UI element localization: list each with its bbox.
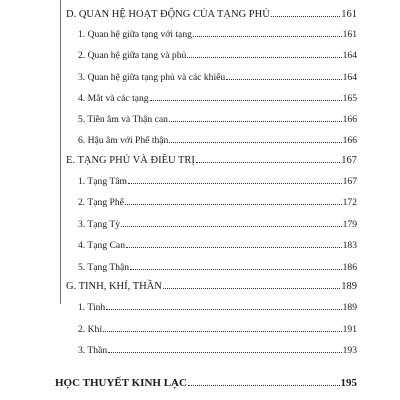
toc-item: [78, 93, 357, 104]
leader-dots: [121, 226, 342, 227]
item-title: 5. Tiền âm và Thận can: [78, 114, 168, 125]
leader-dots: [188, 385, 340, 386]
toc-item: [78, 219, 357, 230]
item-title: 2. Quan hệ giữa tạng và phủ: [78, 50, 187, 61]
vertical-rule: [60, 0, 61, 304]
toc-item: [78, 72, 357, 83]
toc-item: [78, 324, 357, 335]
toc-item: [78, 197, 357, 208]
item-title: 4. Mắt và các tạng: [78, 93, 149, 104]
leader-dots: [226, 79, 341, 80]
toc-section-d: [66, 9, 357, 20]
item-page: 189: [342, 302, 357, 313]
item-page: 166: [342, 114, 357, 125]
leader-dots: [163, 288, 340, 289]
toc-item: [78, 135, 357, 146]
section-title: G. TINH, KHÍ, THẦN: [66, 281, 162, 292]
leader-dots: [169, 142, 341, 143]
item-title: 1. Tạng Tâm: [78, 176, 127, 187]
toc-chapter: [55, 377, 357, 389]
item-page: 164: [342, 72, 357, 83]
toc-item: [78, 176, 357, 187]
item-title: 3. Thần: [78, 345, 108, 356]
toc-item: [78, 262, 357, 273]
leader-dots: [150, 100, 342, 101]
item-page: 165: [342, 93, 357, 104]
leader-dots: [130, 269, 342, 270]
item-title: 2. Khí: [78, 324, 102, 335]
leader-dots: [125, 204, 342, 205]
item-title: 3. Quan hệ giữa tạng phủ và các khiếu: [78, 72, 226, 83]
leader-dots: [187, 57, 341, 58]
item-page: 183: [342, 240, 357, 251]
item-page: 186: [342, 262, 357, 273]
chapter-title: HỌC THUYẾT KINH LẠC: [55, 377, 187, 389]
item-title: 5. Tạng Thận: [78, 262, 130, 273]
item-page: 161: [342, 29, 357, 40]
toc-item: [78, 29, 357, 40]
item-title: 6. Hậu âm với Phế thận: [78, 135, 169, 146]
item-page: 172: [342, 197, 357, 208]
toc-item: [78, 302, 357, 313]
item-title: 3. Tạng Tỳ: [78, 219, 121, 230]
leader-dots: [128, 183, 342, 184]
section-page: 161: [341, 9, 357, 20]
section-title: D. QUAN HỆ HOẠT ĐỘNG CỦA TẠNG PHỦ: [66, 9, 270, 20]
item-page: 191: [342, 324, 357, 335]
leader-dots: [193, 36, 342, 37]
item-page: 167: [342, 176, 357, 187]
item-page: 166: [342, 135, 357, 146]
leader-dots: [196, 162, 340, 163]
toc-section-g: [66, 281, 357, 292]
leader-dots: [169, 121, 342, 122]
item-page: 164: [342, 50, 357, 61]
leader-dots: [103, 331, 342, 332]
item-title: 2. Tạng Phế: [78, 197, 124, 208]
item-title: 1. Tinh: [78, 302, 106, 313]
item-title: 4. Tạng Can: [78, 240, 125, 251]
leader-dots: [126, 247, 342, 248]
section-page: 189: [341, 281, 357, 292]
toc-item: [78, 240, 357, 251]
item-page: 193: [342, 345, 357, 356]
leader-dots: [271, 16, 340, 17]
leader-dots: [106, 309, 341, 310]
toc-item: [78, 50, 357, 61]
item-page: 179: [342, 219, 357, 230]
section-title: E. TẠNG PHỦ VÀ ĐIỀU TRỊ: [66, 155, 195, 166]
toc-item: [78, 114, 357, 125]
toc-section-e: [66, 155, 357, 166]
item-title: 1. Quan hệ giữa tạng với tạng: [78, 29, 192, 40]
toc-item: [78, 345, 357, 356]
section-page: 167: [341, 155, 357, 166]
leader-dots: [108, 352, 341, 353]
chapter-page: 195: [340, 377, 357, 389]
